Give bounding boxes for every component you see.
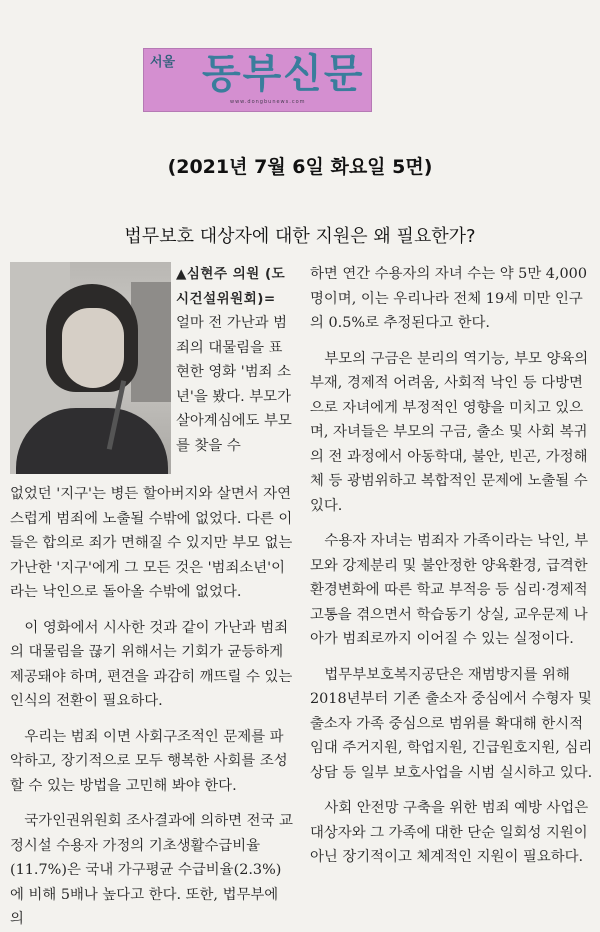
paragraph: 우리는 범죄 이면 사회구조적인 문제를 파악하고, 장기적으로 모두 행복한 사회를 조성할 수 있는 방법을 고민해 봐야 한다. [10,728,288,794]
paragraph: 이 영화에서 시사한 것과 같이 가난과 범죄의 대물림을 끊기 위해서는 기회가 균등하게 제공돼야 하며, 편견을 과감히 깨뜨릴 수 있는 인식의 전환이 필요하다. [10,619,293,709]
masthead-url: www.dongbunews.com [230,99,306,105]
paragraph: 법무부보호복지공단은 재범방지를 위해 2018년부터 기존 출소자 중심에서 수형자 및 출소자 가족 중심으로 범위를 확대해 한시적 임대 주거지원, 학업지원, 긴급원호지원, 심리상담 등 일부 보호사업을 시범 실시하고 있다. [310,666,593,781]
paragraph: 부모의 구금은 분리의 역기능, 부모 양육의 부재, 경제적 어려움, 사회적 낙인 등 다방면으로 자녀에게 부정적인 영향을 미치고 있으며, 자녀들은 부모의 구금, 출소 및 사회 복귀의 전 과정에서 아동학대, 불안, 빈곤, 가정해체 등 광범위하고 복합적인 문제에 노출될 수 있다. [310,350,589,514]
headline: 법무보호 대상자에 대한 지원은 왜 필요한가? [124,226,476,247]
author-photo [10,262,171,474]
paragraph: 하면 연간 수용자의 자녀 수는 약 5만 4,000명이며, 이는 우리나라 전체 19세 미만 인구의 0.5%로 추정된다고 한다. [310,266,587,331]
paragraph: 국가인권위원회 조사결과에 의하면 전국 교정시설 수용자 가정의 기초생활수급비율(11.7%)은 국내 가구평균 수급비율(2.3%)에 비해 5배나 높다고 한다. 또한, 법무부에 의 [10,813,293,927]
intro-column [176,262,293,458]
paragraph: 없었던 '지구'는 병든 할아버지와 살면서 자연스럽게 범죄에 노출될 수밖에 없었다. 다른 이들은 합의로 죄가 면해질 수 있지만 부모 없는 가난한 '지구'에게 그 모든 것은 '범죄소년'이라는 낙인으로 돌아올 수밖에 없었다. [10,486,293,600]
right-column [310,262,594,870]
intro-text: 얼마 전 가난과 범죄의 대물림을 표현한 영화 '범죄 소년'을 봤다. 부모가 살아계심에도 부모를 찾을 수 [176,315,292,454]
paragraph: 수용자 자녀는 범죄자 가족이라는 낙인, 부모와 강제분리 및 불안정한 양육환경, 급격한 환경변화에 따른 학교 부적응 등 심리·경제적 고통을 겪으면서 학습동기 상실, 교우문제 나아가 범죄로까지 이어질 수 있는 실정이다. [310,533,589,647]
masthead-logo [143,48,372,112]
masthead-title: 동부신문 [202,51,365,97]
paragraph: 사회 안전망 구축을 위한 범죄 예방 사업은 대상자와 그 가족에 대한 단순 일회성 지원이 아닌 장기적이고 체계적인 지원이 필요하다. [310,800,589,865]
date-line: (2021년 7월 6일 화요일 5면) [167,156,433,178]
byline: ▲심현주 의원 (도시건설위원회)= [176,266,286,307]
masthead-small-label: 서울 [150,55,176,70]
left-column [10,482,293,932]
